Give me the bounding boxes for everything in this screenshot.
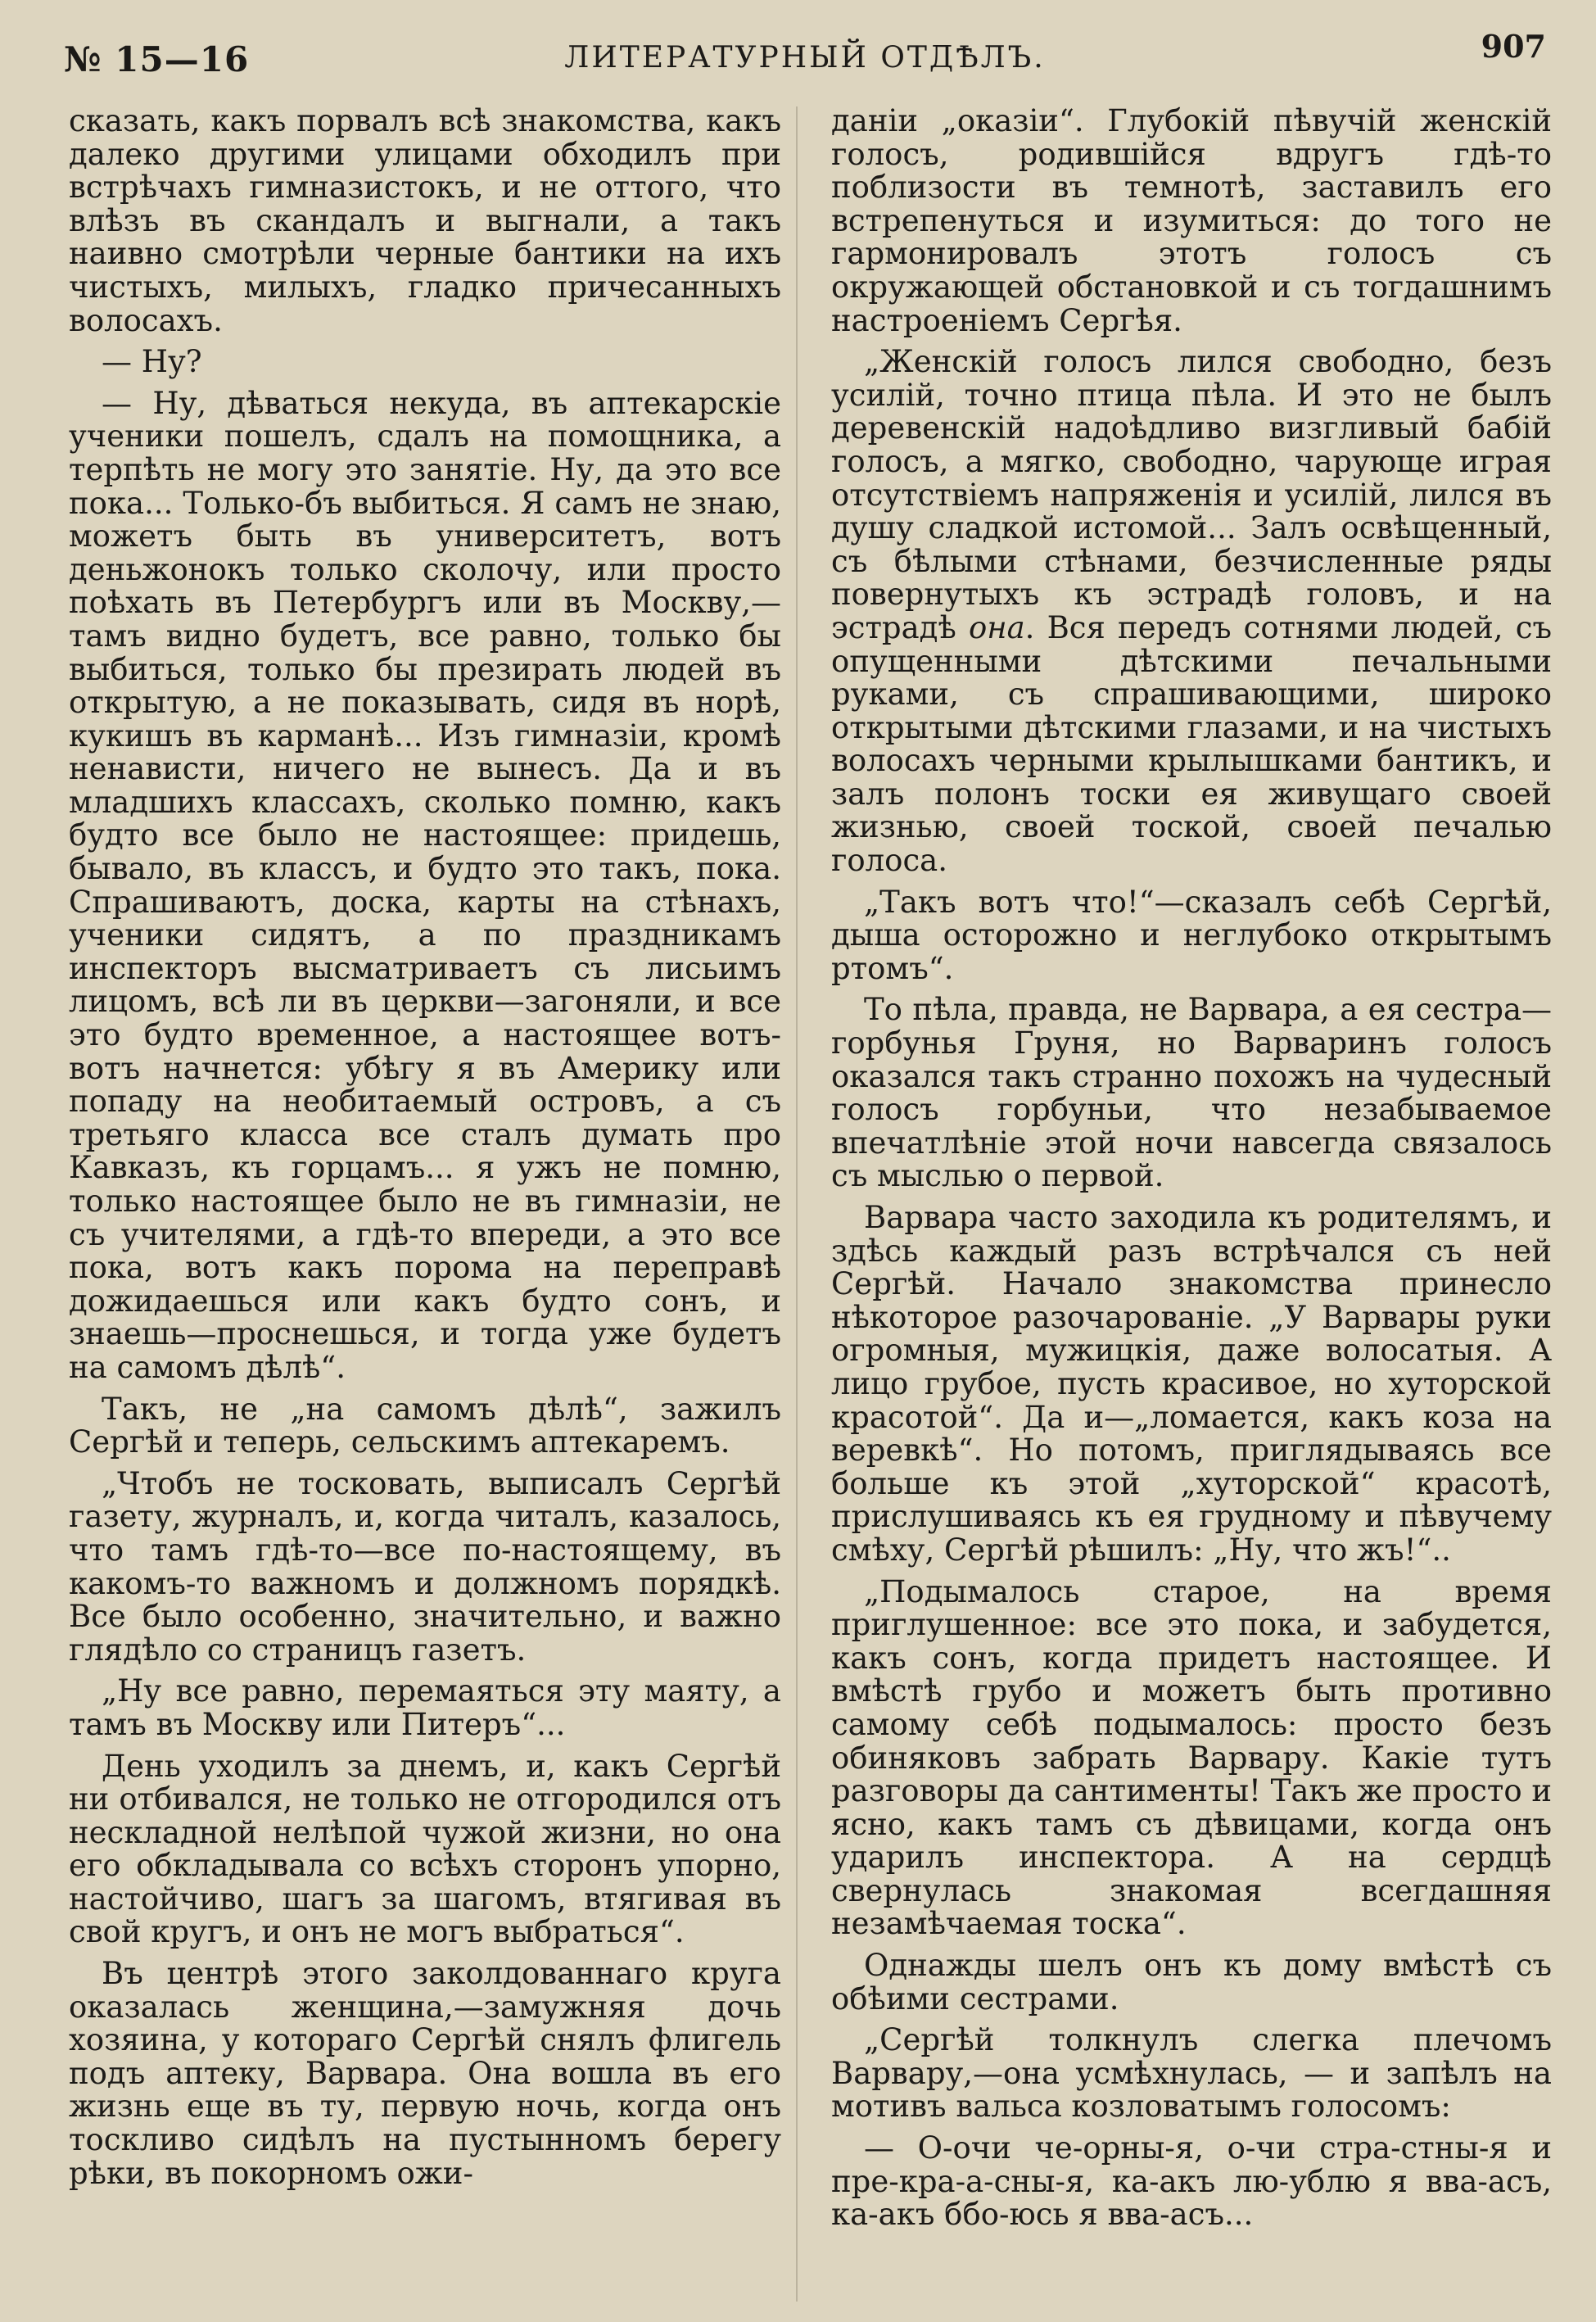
paragraph: „Подымалось старое, на время приглушенное: все это пока, и забудется, какъ сонъ, когда придетъ настоящее. И вмѣстѣ грубо и можетъ быть противно самому себѣ подымалось: просто безъ обиняковъ забрать Варвару. Какіе тутъ разговоры да сантименты! Такъ же просто и ясно, какъ тамъ съ дѣвицами, когда онъ ударилъ инспектора. А на сердцѣ свернулась знакомая всегдашняя незамѣчаемая тоска“. <box>831 1573 1553 1942</box>
paragraph: — Ну, дѣваться некуда, въ аптекарскіе ученики пошелъ, сдалъ на помощника, а терпѣть не могу это занятіе. Ну, да это все пока... Только-бъ выбиться. Я самъ не знаю, можетъ быть въ университетъ, вотъ деньжонокъ только сколочу, или просто поѣхать въ Петербургъ или въ Москву,—тамъ видно будетъ, все равно, только бы выбиться, только бы презирать людей въ открытую, а не показывать, сидя въ норѣ, кукишъ въ карманѣ... Изъ гимназіи, кромѣ ненависти, ничего не вынесъ. Да и въ младшихъ классахъ, сколько помню, какъ будто все было не настоящее: придешь, бывало, въ классъ, и будто это такъ, пока. Спрашиваютъ, доска, карты на стѣнахъ, ученики сидятъ, а по праздникамъ инспекторъ высматриваетъ съ лисьимъ лицомъ, всѣ ли въ церкви—загоняли, и все это будто временное, а настоящее вотъ-вотъ начнется: убѣгу я въ Америку или попаду на необитаемый островъ, а съ третьяго класса все сталъ думать про Кавказъ, къ горцамъ... я ужъ не помню, только настоящее было не въ гимназіи, не съ учителями, а гдѣ-то впереди, а это все пока, вотъ какъ порома на переправѣ дожидаешься или какъ будто сонъ, и знаешь—проснешься, и тогда уже будетъ на самомъ дѣлѣ“. <box>69 385 781 1385</box>
paragraph-text: „Женскій голосъ лился свободно, безъ усилій, точно птица пѣла. И это не былъ деревенскій надоѣдливо визгливый бабій голосъ, а мягко, свободно, чарующе играя отсутствіемъ напряженія и усилій, лился въ душу сладкой истомой... Залъ освѣщенный, съ бѣлыми стѣнами, безчисленные ряды повернутыхъ къ эстрадѣ головъ, и на эстрадѣ <box>831 344 1552 645</box>
paragraph: даніи „оказіи“. Глубокій пѣвучій женскій голосъ, родившійся вдругъ гдѣ-то поблизости въ темнотѣ, заставилъ его встрепенуться и изумиться: до того не гармонировалъ этотъ голосъ съ окружающей обстановкой и съ тогдашнимъ настроеніемъ Сергѣя. <box>831 103 1552 338</box>
paragraph: День уходилъ за днемъ, и, какъ Сергѣй ни отбивался, не только не отгородился отъ нескладной нелѣпой чужой жизни, но она его обкладывала со всѣхъ сторонъ упорно, настойчиво, шагъ за шагомъ, втягивая въ свой кругъ, и онъ не могъ выбраться“. <box>69 1748 781 1950</box>
paragraph: „Сергѣй толкнулъ слегка плечомъ Варвару,—она усмѣхнулась, — и запѣлъ на мотивъ вальса козловатымъ голосомъ: <box>831 2022 1552 2125</box>
section-title: ЛИТЕРАТУРНЫЙ ОТДѢЛЪ. <box>564 41 1046 75</box>
paragraph-text: . Вся передъ сотнями людей, съ опущенными дѣтскими печальными руками, съ спрашивающими, широко открытыми дѣтскими глазами, и на чистыхъ волосахъ черными крылышками бантикъ, и залъ полонъ тоски ея живущаго своей жизнью, своей тоской, своей печалью голоса. <box>831 609 1553 879</box>
paragraph: Въ центрѣ этого заколдованнаго круга оказалась женщина,—замужняя дочь хозяина, у котораго Сергѣй снялъ флигель подъ аптеку, Варвара. Она вошла въ его жизнь еще въ ту, первую ночь, когда онъ тоскливо сидѣлъ на пустынномъ берегу рѣки, въ покорномъ ожи- <box>69 1956 781 2191</box>
paragraph: „Чтобъ не тосковать, выписалъ Сергѣй газету, журналъ, и, когда читалъ, казалось, что тамъ гдѣ-то—все по-настоящему, въ какомъ-то важномъ и должномъ порядкѣ. Все было особенно, значительно, и важно глядѣло со страницъ газетъ. <box>69 1465 781 1668</box>
paragraph <box>831 346 1552 878</box>
issue-number: № 15—16 <box>64 39 250 79</box>
paragraph: „Ну все равно, перемаяться эту маяту, а тамъ въ Москву или Питеръ“... <box>69 1673 781 1742</box>
paragraph: — Ну? <box>102 344 202 380</box>
paragraph: То пѣла, правда, не Варвара, а ея сестра—горбунья Груня, но Варваринъ голосъ оказался такъ странно похожъ на чудесный голосъ горбуньи, что незабываемое впечатлѣніе этой ночи навсегда связалось съ мыслью о первой. <box>831 992 1552 1194</box>
right-column <box>831 105 1552 2240</box>
column-divider <box>796 106 798 2302</box>
page-header <box>64 28 1546 90</box>
paragraph: Такъ, не „на самомъ дѣлѣ“, зажилъ Сергѣй и теперь, сельскимъ аптекаремъ. <box>69 1391 781 1460</box>
paragraph: сказать, какъ порвалъ всѣ знакомства, какъ далеко другими улицами обходилъ при встрѣчахъ гимназистокъ, и не оттого, что влѣзъ въ скандалъ и выгнали, а такъ наивно смотрѣли черные бантики на ихъ чистыхъ, милыхъ, гладко причесанныхъ волосахъ. <box>69 103 781 338</box>
paragraph: „Такъ вотъ что!“—сказалъ себѣ Сергѣй, дыша осторожно и неглубоко открытымъ ртомъ“. <box>831 884 1552 986</box>
left-column <box>69 105 781 2198</box>
paragraph: Однажды шелъ онъ къ дому вмѣстѣ съ обѣими сестрами. <box>831 1948 1552 2016</box>
emphasized-word: она <box>968 609 1025 645</box>
paragraph: — О-очи че-орны-я, о-чи стра-стны-я и пре-кра-а-сны-я, ка-акъ лю-ублю я вва-асъ, ка-акъ ббо-юсь я вва-асъ... <box>831 2130 1552 2233</box>
paragraph: Варвара часто заходила къ родителямъ, и здѣсь каждый разъ встрѣчался съ ней Сергѣй. Начало знакомства принесло нѣкоторое разочарованіе. „У Варвары руки огромныя, мужицкія, даже волосатыя. А лицо грубое, пусть красивое, но хуторской красотой“. Да и—„ломается, какъ коза на веревкѣ“. Но потомъ, приглядываясь все больше къ этой „хуторской“ красотѣ, прислушиваясь къ ея грудному и пѣвучему смѣху, Сергѣй рѣшилъ: „Ну, что жъ!“.. <box>831 1200 1552 1568</box>
page-number: 907 <box>1481 28 1546 65</box>
